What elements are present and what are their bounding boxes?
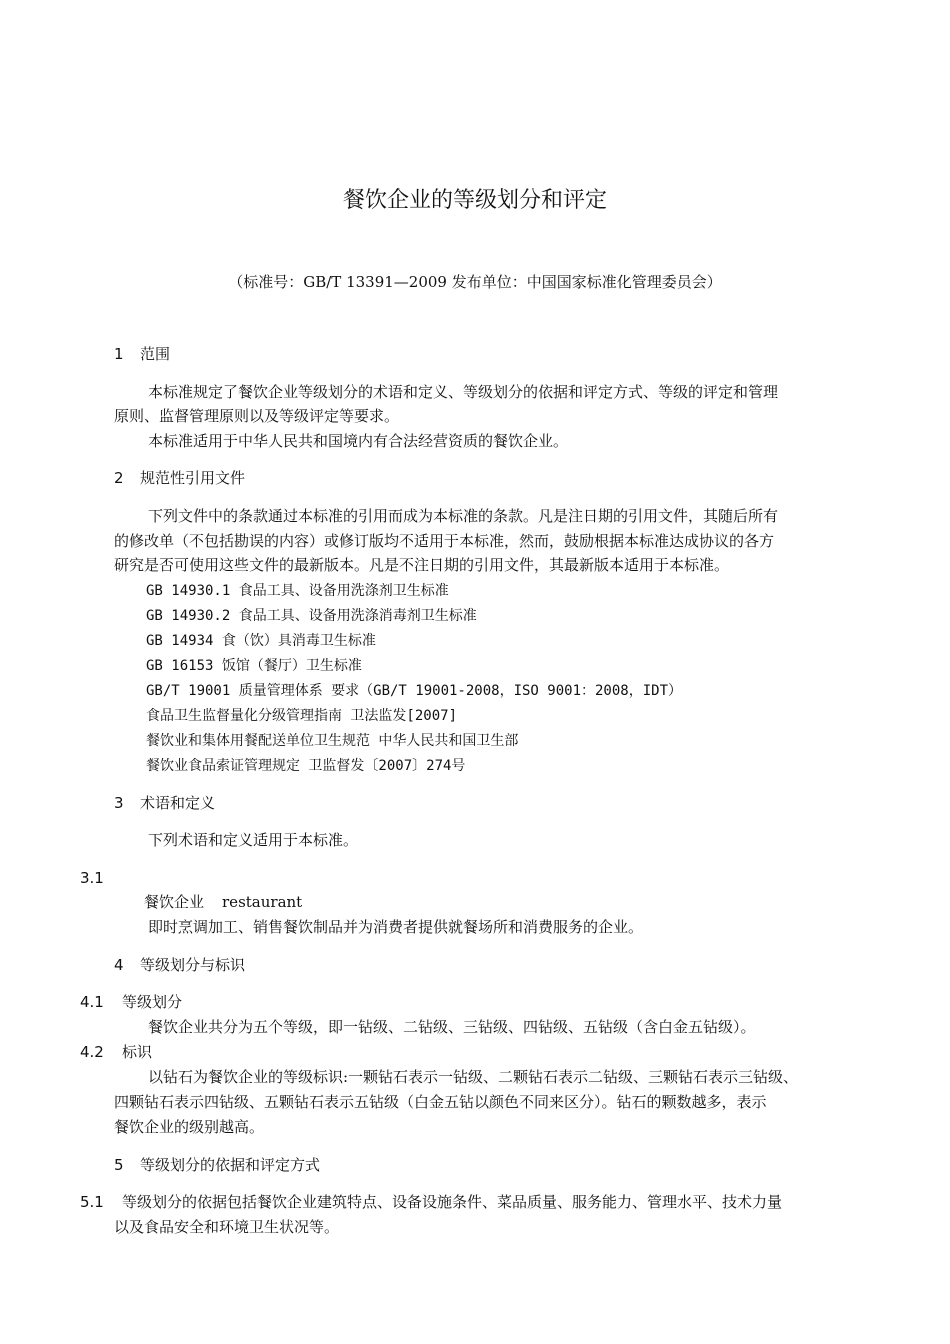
section-3-heading [114,793,215,813]
paragraph-line: 餐饮企业的级别越高。 [114,1118,265,1136]
page-subtitle: （标准号：GB/T 13391—2009 发布单位：中国国家标准化管理委员会） [228,273,722,291]
section-number: 2 [114,469,124,487]
subsection-5-1 [80,1192,782,1212]
paragraph-line: 本标准规定了餐饮企业等级划分的术语和定义、等级划分的依据和评定方式、等级的评定和管理 [148,383,779,401]
section-1-heading [114,344,170,364]
paragraph-line: 本标准适用于中华人民共和国境内有合法经营资质的餐饮企业。 [148,432,569,450]
subsection-title: 等级划分 [122,993,183,1011]
paragraph-line: 餐饮企业共分为五个等级，即一钻级、二钻级、三钻级、四钻级、五钻级（含白金五钻级）。 [148,1018,756,1036]
reference-item: GB 14930.1 食品工具、设备用洗涤剂卫生标准 [146,583,449,599]
subsection-4-1-heading [80,992,182,1012]
paragraph-line: 下列文件中的条款通过本标准的引用而成为本标准的条款。凡是注日期的引用文件，其随后所有 [148,507,779,525]
paragraph-line: 以钻石为餐饮企业的等级标识:一颗钻石表示一钻级、二颗钻石表示二钻级、三颗钻石表示三钻级、 [148,1068,799,1086]
section-title: 术语和定义 [140,794,216,812]
term-definition: 即时烹调加工、销售餐饮制品并为消费者提供就餐场所和消费服务的企业。 [148,918,644,936]
reference-item: GB 16153 饭馆（餐厅）卫生标准 [146,658,362,674]
section-title: 范围 [140,345,171,363]
section-2-heading [114,468,245,488]
section-5-heading [114,1155,320,1175]
section-number: 4 [114,956,124,974]
paragraph-line: 研究是否可使用这些文件的最新版本。凡是不注日期的引用文件，其最新版本适用于本标准。 [114,556,730,574]
paragraph-line: 的修改单（不包括勘误的内容）或修订版均不适用于本标准，然而，鼓励根据本标准达成协议的各方 [114,532,775,550]
paragraph-line: 四颗钻石表示四钻级、五颗钻石表示五钻级（白金五钻以颜色不同来区分）。钻石的颗数越多，表示 [114,1093,767,1111]
section-title: 等级划分与标识 [140,956,246,974]
reference-item: GB/T 19001 质量管理体系 要求（GB/T 19001-2008，ISO 9001：2008，IDT） [146,683,683,699]
reference-item: GB 14934 食（饮）具消毒卫生标准 [146,633,376,649]
subsection-number: 4.2 [80,1043,104,1061]
subsection-number: 4.1 [80,993,104,1011]
paragraph-line: 等级划分的依据包括餐饮企业建筑特点、设备设施条件、菜品质量、服务能力、管理水平、技术力量 [122,1193,783,1211]
reference-item: 餐饮业食品索证管理规定 卫监督发〔2007〕274号 [146,758,466,774]
subsection-title: 标识 [122,1043,153,1061]
page-title: 餐饮企业的等级划分和评定 [342,188,607,213]
reference-item: 食品卫生监督量化分级管理指南 卫法监发[2007] [146,708,457,724]
reference-item: 餐饮业和集体用餐配送单位卫生规范 中华人民共和国卫生部 [146,733,519,749]
term-chinese: 餐饮企业 [144,893,205,911]
term-entry [144,892,302,912]
section-title: 等级划分的依据和评定方式 [140,1156,321,1174]
section-number: 1 [114,345,124,363]
term-english: restaurant [222,893,303,911]
section-number: 5 [114,1156,124,1174]
section-4-heading [114,955,245,975]
reference-item: GB 14930.2 食品工具、设备用洗涤消毒剂卫生标准 [146,608,477,624]
section-title: 规范性引用文件 [140,469,246,487]
paragraph-line: 下列术语和定义适用于本标准。 [148,831,359,849]
paragraph-line: 以及食品安全和环境卫生状况等。 [114,1218,340,1236]
subsection-4-2-heading [80,1042,152,1062]
paragraph-line: 原则、监督管理原则以及等级评定等要求。 [114,407,400,425]
subsection-number: 3.1 [80,869,104,887]
section-number: 3 [114,794,124,812]
subsection-number: 5.1 [80,1193,104,1211]
